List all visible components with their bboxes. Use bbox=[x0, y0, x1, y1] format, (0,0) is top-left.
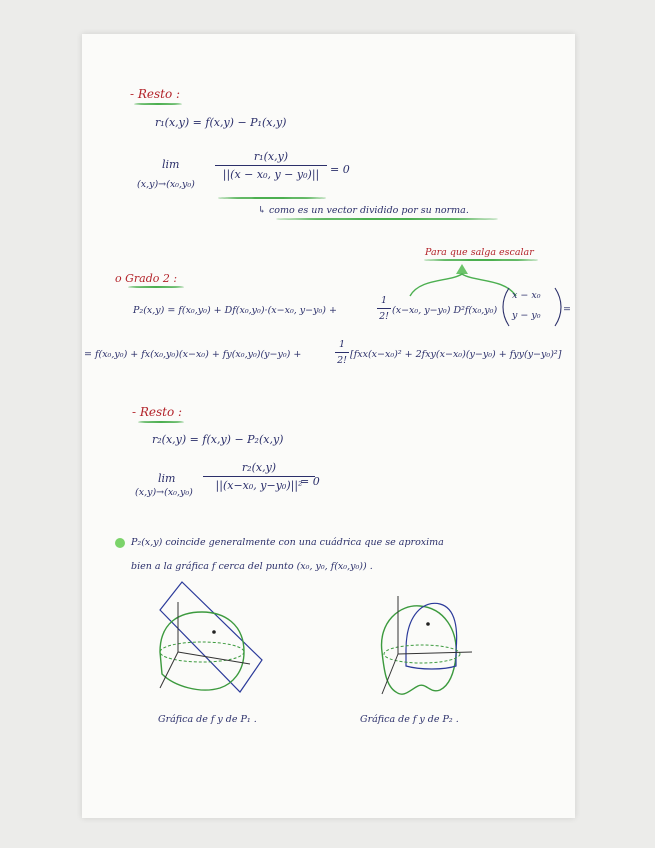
figure-f-and-p1 bbox=[140, 582, 270, 702]
p2-line1-rest: (x−x₀, y−y₀) D²f(x₀,y₀) bbox=[392, 305, 498, 316]
lim2-subscript: (x,y)→(x₀,y₀) bbox=[135, 487, 193, 498]
caption-right: Gráfica de f y de P₂ . bbox=[360, 714, 459, 725]
fraction-bar bbox=[377, 308, 391, 309]
lim2-equals: = 0 bbox=[300, 475, 320, 488]
resto2-title: - Resto : bbox=[132, 405, 183, 419]
lim1-denominator: ||(x − x₀, y − y₀)|| bbox=[222, 168, 320, 181]
lim1-numerator: r₁(x,y) bbox=[253, 150, 289, 163]
note-escalar: Para que salga escalar bbox=[425, 247, 534, 258]
resto2-underline bbox=[138, 421, 184, 423]
vector-parentheses bbox=[503, 286, 563, 328]
p2-vector-top: x − x₀ bbox=[512, 290, 541, 301]
p2-vector-equals: = bbox=[563, 304, 571, 315]
fraction-bar bbox=[335, 352, 349, 353]
r1-definition: r₁(x,y) = f(x,y) − P₁(x,y) bbox=[155, 116, 287, 129]
figure-f-and-p2 bbox=[360, 590, 480, 705]
p2-frac bbox=[377, 295, 391, 322]
p2-line2-frac-den: 2! bbox=[337, 355, 347, 366]
lim2-denominator: ||(x−x₀, y−y₀)||² bbox=[215, 479, 303, 492]
p2-vector-bottom: y − y₀ bbox=[512, 310, 541, 321]
caption-left: Gráfica de f y de P₁ . bbox=[158, 714, 257, 725]
lim1-equals: = 0 bbox=[330, 163, 350, 176]
lim2-fraction bbox=[203, 461, 315, 492]
p2-frac-num: 1 bbox=[380, 295, 388, 306]
lim2-word: lim bbox=[158, 472, 176, 485]
fraction-bar bbox=[203, 476, 315, 477]
p2-line2-frac bbox=[335, 339, 349, 366]
grado2-title: o Grado 2 : bbox=[115, 272, 178, 285]
p2-frac-den: 2! bbox=[379, 311, 389, 322]
note-vector-underline bbox=[276, 218, 498, 220]
lim1-word: lim bbox=[162, 158, 180, 171]
lim1-underline bbox=[218, 197, 326, 199]
bullet-line1: P₂(x,y) coincide generalmente con una cuádrica que se aproxima bbox=[131, 537, 444, 548]
bullet-line2: bien a la gráfica f cerca del punto (x₀, y₀, f(x₀,y₀)) . bbox=[131, 561, 373, 572]
grado2-underline bbox=[128, 286, 184, 288]
resto1-underline bbox=[134, 103, 182, 105]
fraction-bar bbox=[215, 165, 327, 166]
p2-line2-b: [fxx(x−x₀)² + 2fxy(x−x₀)(y−y₀) + fyy(y−y₀)²] bbox=[350, 349, 562, 360]
resto1-title: - Resto : bbox=[130, 87, 181, 101]
bullet-dot bbox=[115, 538, 125, 548]
r2-definition: r₂(x,y) = f(x,y) − P₂(x,y) bbox=[152, 433, 284, 446]
note-vector: ↳ como es un vector dividido por su norma. bbox=[258, 205, 469, 216]
lim1-subscript: (x,y)→(x₀,y₀) bbox=[137, 179, 195, 190]
lim1-fraction bbox=[215, 150, 327, 181]
p2-line2-frac-num: 1 bbox=[338, 339, 346, 350]
lim2-numerator: r₂(x,y) bbox=[241, 461, 277, 474]
p2-line2-a: = f(x₀,y₀) + fx(x₀,y₀)(x−x₀) + fy(x₀,y₀)(y−y₀) + bbox=[84, 349, 302, 360]
p2-line1: P₂(x,y) = f(x₀,y₀) + Df(x₀,y₀)·(x−x₀, y−y₀) + bbox=[133, 305, 337, 316]
